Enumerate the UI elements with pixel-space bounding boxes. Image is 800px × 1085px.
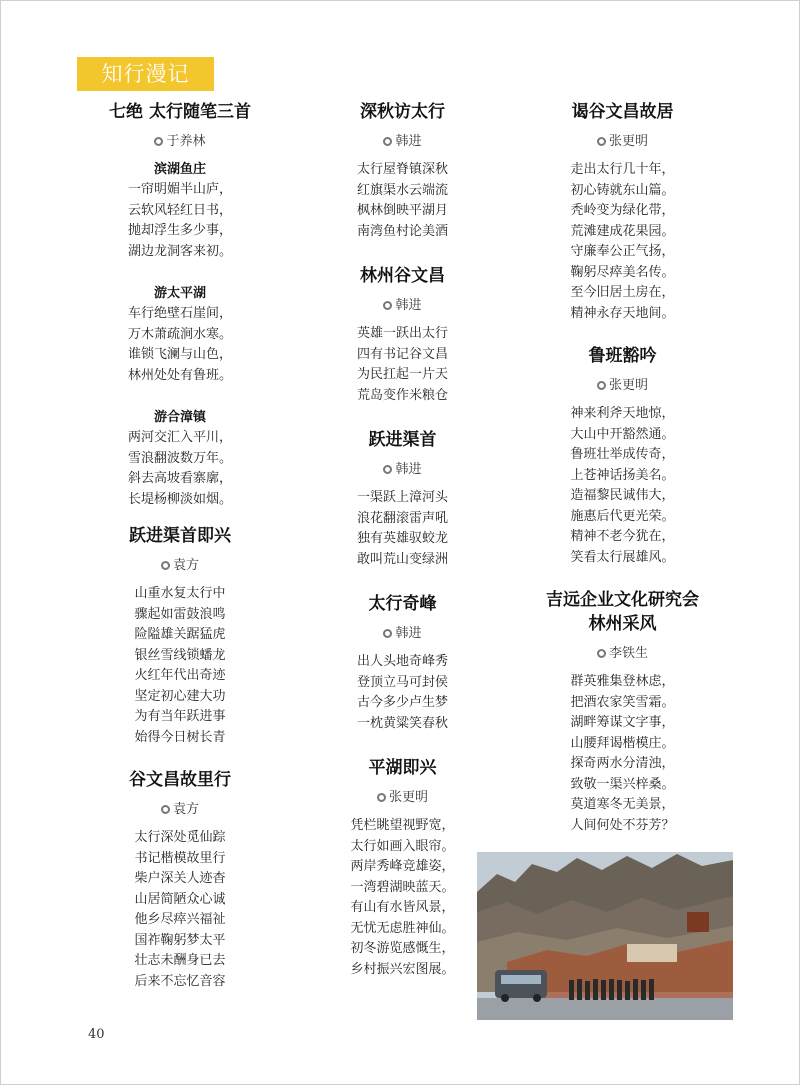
poem-line: 有山有水皆风景，: [350, 900, 455, 915]
poem-line: 精神不老今犹在，: [570, 529, 675, 544]
poem-line: 独有英雄驭蛟龙: [356, 531, 448, 546]
poem-author: 于养林: [90, 132, 270, 152]
poem-line: 万木萧疏涧水寒。: [127, 326, 232, 342]
poem-title-line-2: 林州采风: [588, 614, 657, 634]
poem-line: 浪花翻滚雷声吼: [356, 510, 448, 526]
stanza: [90, 284, 270, 386]
poem-line: 造福黎民诚伟大，: [570, 488, 675, 503]
poem-line: 他乡尽瘁兴福祉: [134, 912, 226, 927]
poem-line: 斜去高坡看寨廓，: [127, 471, 232, 486]
poem-line: 乡村振兴宏图展。: [350, 961, 455, 977]
poem-line: 秃岭变为绿化带，: [570, 203, 675, 218]
author-bullet-icon: [383, 301, 392, 310]
poem-line: 大山中开豁然通。: [570, 426, 675, 442]
poem-line: 施惠后代更光荣。: [570, 508, 675, 524]
poem-line: 抛却浮生多少事，: [127, 223, 232, 238]
poem-line: 精神永存天地间。: [570, 305, 675, 321]
poem-title: 太行奇峰: [368, 594, 437, 614]
poem-line: 壮志未酬身已去: [134, 953, 226, 968]
poem-line: 谁锁飞澜与山色，: [127, 347, 232, 362]
poem-line: 群英雅集登林虑，: [570, 674, 675, 689]
mountain-photo: [477, 852, 733, 1020]
author-bullet-icon: [161, 805, 170, 814]
poem-line: 莫道寒冬无美景，: [570, 797, 675, 812]
poem-line: 为有当年跃进事: [134, 709, 226, 724]
poem: [525, 344, 720, 568]
poem-line: 险隘雄关踞猛虎: [134, 627, 226, 642]
poem-line: 一渠跃上漳河头: [356, 490, 448, 505]
poem-title: 深秋访太行: [360, 102, 445, 122]
poem-line: 出人头地奇峰秀: [356, 654, 448, 669]
poem: [90, 100, 270, 510]
poem-line: 荒滩建成花果园。: [570, 223, 675, 239]
poem-line: 无忧无虑胜神仙。: [350, 920, 455, 936]
poem-line: 至今旧居土房在，: [570, 285, 675, 300]
poem-author: 张更明: [315, 788, 490, 808]
poem-line: 山居简陋众心诚: [134, 891, 226, 907]
poem-author: 袁方: [90, 800, 270, 820]
poem-line: 登顶立马可封侯: [356, 674, 448, 690]
poem-line: 国祚鞠躬梦太平: [134, 932, 226, 948]
poem-line: 坚定初心建大功: [134, 688, 226, 704]
poem-line: 鞠躬尽瘁美名传。: [570, 264, 675, 280]
poem-line: 红旗渠水云端流: [356, 182, 448, 198]
poem: [315, 264, 490, 406]
poem: [90, 768, 270, 992]
poem-line: 一枕黄粱笑春秋: [356, 715, 448, 731]
poem-line: 柴户深关人迹杳: [134, 871, 226, 886]
poem-author: 张更明: [525, 132, 720, 152]
poem-line: 鲁班壮举成传奇，: [570, 447, 675, 462]
page-number: 40: [88, 1027, 105, 1042]
column-2: [315, 100, 490, 994]
poem-line: 枫林倒映平湖月: [356, 203, 448, 218]
poem-author: 韩进: [315, 132, 490, 152]
poem-line: 车行绝壁石崖间，: [127, 306, 232, 321]
poem-line: 英雄一跃出太行: [356, 326, 448, 341]
poem-author: 韩进: [315, 296, 490, 316]
mountain-photo-icon: [477, 852, 733, 1020]
author-bullet-icon: [597, 649, 606, 658]
poem-line: 云软风轻红日书，: [127, 202, 232, 218]
poem-line: 人间何处不芬芳？: [570, 817, 675, 833]
poem-line: 四有书记谷文昌: [356, 346, 448, 362]
poem-line: 古今多少卢生梦: [356, 695, 448, 710]
poem-line: 山腰拜谒楷模庄。: [570, 735, 675, 751]
poem-line: 上苍神话扬美名。: [570, 467, 675, 483]
stanza-subtitle: 游合漳镇: [153, 410, 206, 425]
stanza: [90, 160, 270, 262]
poem-line: 长堤杨柳淡如烟。: [127, 491, 232, 507]
poem-title: 七绝 太行随笔三首: [109, 102, 251, 122]
poem-line: 雪浪翻波数万年。: [127, 450, 232, 466]
poem-line: 两岸秀峰竞雄姿，: [350, 859, 455, 874]
poem-line: 湖畔筹谋文字事，: [570, 715, 675, 730]
poem-line: 火红年代出奇迹: [134, 668, 226, 683]
poem-title: 平湖即兴: [368, 758, 437, 778]
poem-line: 一帘明媚半山庐，: [127, 182, 232, 197]
poem-line: 走出太行几十年，: [570, 162, 675, 177]
poem-title: 鲁班豁吟: [588, 346, 657, 366]
poem: [315, 428, 490, 570]
stanza-subtitle: 游太平湖: [153, 286, 206, 301]
poem-line: 一湾碧湖映蓝天。: [350, 879, 455, 895]
poem-line: 两河交汇入平川，: [127, 430, 232, 445]
poem-line: 骤起如雷鼓浪鸣: [134, 606, 226, 622]
column-1: [90, 100, 270, 1006]
poem-line: 后来不忘忆音容: [134, 973, 226, 989]
poem: [90, 524, 270, 748]
poem-author: 张更明: [525, 376, 720, 396]
poem-line: 致敬一渠兴梓桑。: [570, 776, 675, 792]
poem: [315, 592, 490, 734]
poem-line: 银丝雪线锁蟠龙: [134, 647, 226, 663]
poem-line: 初冬游览感慨生，: [350, 941, 455, 956]
poem-line: 山重水复太行中: [134, 586, 226, 601]
author-bullet-icon: [377, 793, 386, 802]
poem: [525, 100, 720, 324]
author-bullet-icon: [597, 381, 606, 390]
author-bullet-icon: [383, 465, 392, 474]
column-3: [525, 100, 720, 850]
poem-title: 谷文昌故里行: [129, 770, 231, 790]
poem-line: 书记楷模故里行: [134, 850, 226, 866]
poem-line: 守廉奉公正气扬，: [570, 244, 675, 259]
poem-line: 笑看太行展雄风。: [570, 549, 675, 565]
poem-line: 把酒农家笑雪霜。: [570, 694, 675, 710]
poem-author: 韩进: [315, 460, 490, 480]
poem-line: 为民扛起一片天: [356, 367, 448, 382]
poem-line: 初心铸就东山篇。: [570, 182, 675, 198]
poem-title: 跃进渠首即兴: [129, 526, 231, 546]
poem-title: 跃进渠首: [368, 430, 437, 450]
poem-line: 太行深处觅仙踪: [134, 830, 226, 845]
poem-line: 探奇两水分清浊，: [570, 756, 675, 771]
poem-title: 吉远企业文化研究会: [546, 590, 699, 610]
poem-line: 太行屋脊镇深秋: [356, 162, 448, 177]
poem: [315, 100, 490, 242]
poem-author: 李铁生: [525, 644, 720, 664]
poem-line: 林州处处有鲁班。: [127, 367, 232, 383]
section-tag: 知行漫记: [77, 57, 214, 91]
poem-line: 凭栏眺望视野宽，: [350, 818, 455, 833]
poem-line: 南湾鱼村论美酒: [356, 223, 448, 239]
poem-line: 太行如画入眼帘。: [350, 838, 455, 854]
poem: [315, 756, 490, 980]
poem-author: 袁方: [90, 556, 270, 576]
stanza-subtitle: 滨湖鱼庄: [153, 162, 206, 177]
poem: [525, 588, 720, 836]
author-bullet-icon: [154, 137, 163, 146]
author-bullet-icon: [383, 629, 392, 638]
poem-title: 林州谷文昌: [360, 266, 445, 286]
poem-line: 湖边龙洞客来初。: [127, 243, 232, 259]
poem-author: 韩进: [315, 624, 490, 644]
stanza: [90, 408, 270, 510]
poem-line: 始得今日树长青: [134, 729, 226, 745]
poem-line: 神来利斧天地惊，: [570, 406, 675, 421]
author-bullet-icon: [161, 561, 170, 570]
poem-line: 荒岛变作米粮仓: [356, 387, 448, 403]
poem-line: 敢叫荒山变绿洲: [356, 551, 448, 567]
poem-title: 谒谷文昌故居: [571, 102, 674, 122]
author-bullet-icon: [383, 137, 392, 146]
author-bullet-icon: [597, 137, 606, 146]
